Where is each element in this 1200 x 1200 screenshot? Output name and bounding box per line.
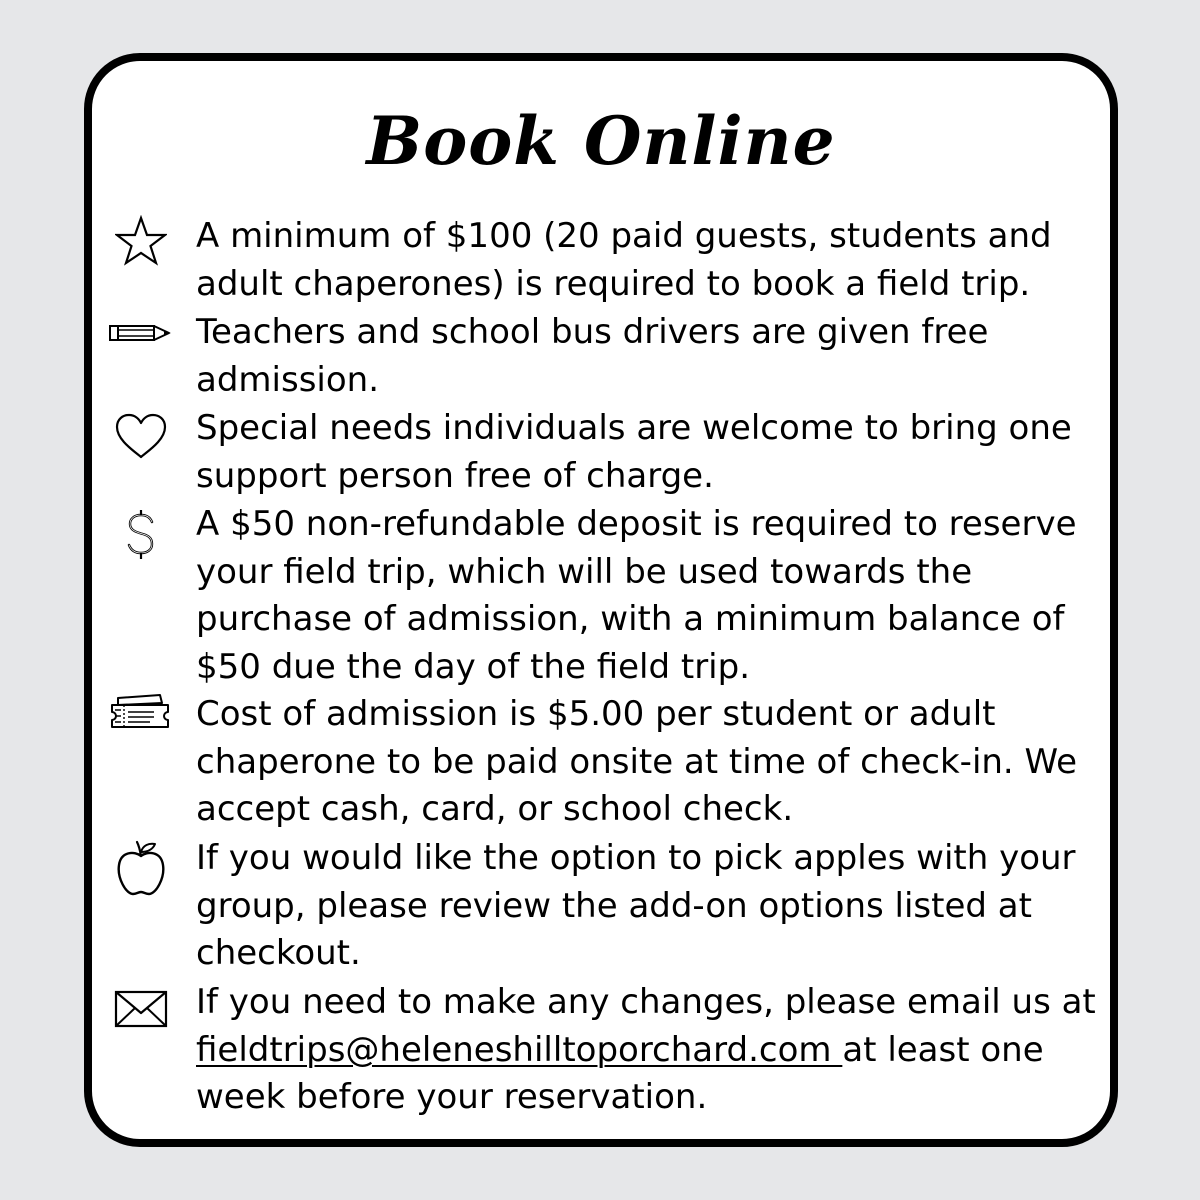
email-link[interactable]: fieldtrips@heleneshilltoporchard.com (196, 1029, 843, 1070)
heart-icon (106, 409, 176, 465)
list-item-text: If you would like the option to pick apples with your group, please review the add-on options listed at checkout. (196, 838, 1076, 973)
ticket-icon (106, 687, 176, 743)
list-item-text: Cost of admission is $5.00 per student or adult chaperone to be paid onsite at time of check-in. We accept cash, card, or school check. (196, 694, 1078, 829)
envelope-icon (106, 981, 176, 1037)
list-item-text: Special needs individuals are welcome to bring one support person free of charge. (196, 408, 1072, 496)
apple-icon (106, 841, 176, 897)
pencil-icon (106, 305, 176, 361)
list-item-text: Teachers and school bus drivers are given free admission. (196, 312, 989, 400)
star-icon (106, 213, 176, 269)
list-item-text: A $50 non-refundable deposit is required to reserve your field trip, which will be used towards the purchase of admission, with a minimum balance of $50 due the day of the field trip. (196, 504, 1077, 687)
email-outro-text: at least one week before your reservation. (196, 1029, 1044, 1117)
dollar-icon (106, 507, 176, 563)
booking-info-card (84, 53, 1118, 1147)
email-intro-text: If you need to make any changes, please email us at (196, 982, 1096, 1022)
page-title: Book Online (366, 102, 836, 180)
list-item-text (196, 979, 1108, 1122)
list-item-text: A minimum of $100 (20 paid guests, students and adult chaperones) is required to book a field trip. (196, 216, 1052, 304)
